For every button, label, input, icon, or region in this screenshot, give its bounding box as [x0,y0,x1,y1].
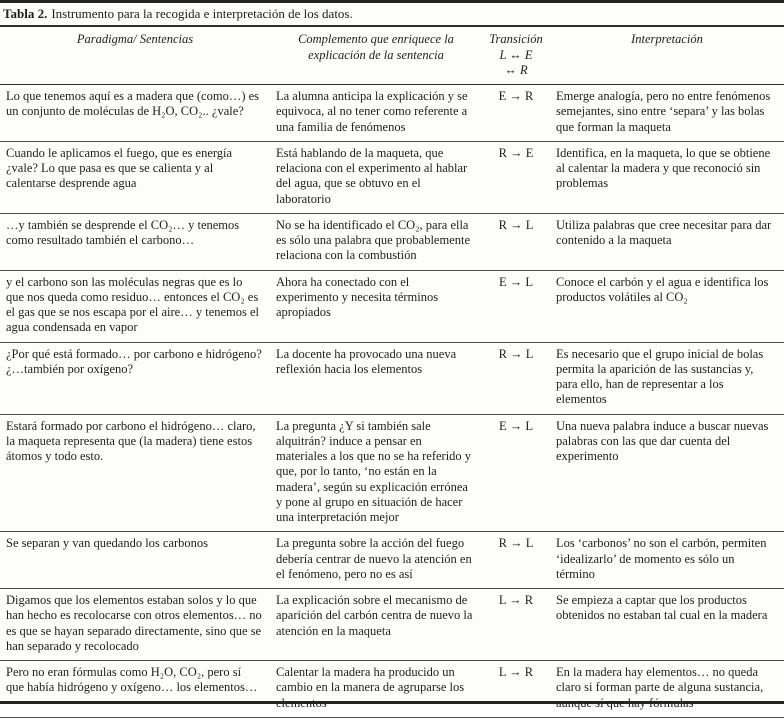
table-row [0,414,784,532]
table-caption [0,3,784,27]
cell-transicion: R → L [482,342,550,414]
cell-paradigma: Estará formado por carbono el hidrógeno… claro, la maqueta representa que (la madera) tiene estos átomos y todo esto. [0,414,270,532]
header-row [0,27,784,84]
cell-interpretacion: Emerge analogía, pero no entre fenómenos semejantes, sino entre ‘separa’ y las bolas que forman la maqueta [550,85,784,142]
cell-transicion: L → R [482,661,550,718]
cell-transicion: E → R [482,85,550,142]
transicion-header-line3: ↔ R [504,62,528,77]
cell-interpretacion: Identifica, en la maqueta, lo que se obtiene al calentar la madera y que reconoció sin problemas [550,141,784,213]
cell-complemento: La pregunta ¿Y si también sale alquitrán? induce a pensar en materiales a los que no se ha referido y que, por lo tanto, ‘no están en la madera’, según su explicación errónea y pone al grupo en situación de hacer una interpretación mejor [270,414,482,532]
transicion-header-line2: L ↔ E [499,47,533,62]
table-row [0,141,784,213]
cell-paradigma: y el carbono son las moléculas negras que es lo que nos queda como residuo… entonces el CO₂ es el gas que se nos escapa por el aire… y tenemos el agua condensada en vapor [0,270,270,342]
cell-transicion: E → L [482,414,550,532]
table-caption-label: Tabla 2. [3,6,48,21]
cell-paradigma: Pero no eran fórmulas como H₂O, CO₂, pero sí que había hidrógeno y oxígeno… los elementos… [0,661,270,718]
table-row [0,342,784,414]
cell-complemento: Está hablando de la maqueta, que relaciona con el experimento al hablar del agua, que se obtuvo en el laboratorio [270,141,482,213]
cell-complemento: No se ha identificado el CO₂, para ella es sólo una palabra que probablemente relaciona con la combustión [270,213,482,270]
cell-interpretacion: Una nueva palabra induce a buscar nuevas palabras con las que dar cuenta del experimento [550,414,784,532]
column-header-paradigma: Paradigma/ Sentencias [0,27,270,84]
transicion-header-line1: Transición [489,32,543,47]
table-row [0,85,784,142]
column-header-interpretacion: Interpretación [550,27,784,84]
cell-paradigma: Se separan y van quedando los carbonos [0,532,270,589]
cell-complemento: Calentar la madera ha producido un cambio en la manera de agruparse los elementos [270,661,482,718]
cell-complemento: La explicación sobre el mecanismo de aparición del carbón centra de nuevo la atención en la maqueta [270,589,482,661]
cell-transicion: R → E [482,141,550,213]
column-header-transicion [482,27,550,84]
data-table [0,27,784,718]
cell-complemento: La alumna anticipa la explicación y se equivoca, al no tener como referente a una familia de fenómenos [270,85,482,142]
cell-complemento: La pregunta sobre la acción del fuego debería centrar de nuevo la atención en el fenómeno, pero no es así [270,532,482,589]
table-caption-text: Instrumento para la recogida e interpretación de los datos. [51,6,353,21]
column-header-complemento: Complemento que enriquece la explicación de la sentencia [270,27,482,84]
table-row [0,589,784,661]
table-row [0,661,784,718]
cell-transicion: L → R [482,589,550,661]
cell-interpretacion: Se empieza a captar que los productos obtenidos no estaban tal cual en la madera [550,589,784,661]
cell-paradigma: …y también se desprende el CO₂… y tenemos como resultado también el carbono… [0,213,270,270]
cell-interpretacion: Los ‘carbonos’ no son el carbón, permiten ‘idealizarlo’ de momento es sólo un término [550,532,784,589]
cell-paradigma: Cuando le aplicamos el fuego, que es energía ¿vale? Lo que pasa es que se calienta y al calentarse desprende agua [0,141,270,213]
cell-paradigma: ¿Por qué está formado… por carbono e hidrógeno? ¿…también por oxígeno? [0,342,270,414]
cell-interpretacion: Es necesario que el grupo inicial de bolas permita la aparición de las sustancias y, para ello, han de representar a los elementos [550,342,784,414]
cell-transicion: R → L [482,532,550,589]
cell-interpretacion: Utiliza palabras que cree necesitar para dar contenido a la maqueta [550,213,784,270]
table-row [0,532,784,589]
cell-complemento: Ahora ha conectado con el experimento y necesita términos apropiados [270,270,482,342]
cell-complemento: La docente ha provocado una nueva reflexión hacia los elementos [270,342,482,414]
table-row [0,213,784,270]
cell-interpretacion: En la madera hay elementos… no queda claro si forman parte de alguna sustancia, aunque sí que hay fórmulas [550,661,784,718]
cell-transicion: R → L [482,213,550,270]
cell-transicion: E → L [482,270,550,342]
bottom-rule-spacer [0,718,784,721]
cell-paradigma: Digamos que los elementos estaban solos y lo que han hecho es recolocarse con otros elementos… no es que se hayan separado directamente, sino que se han separado y recolocado [0,589,270,661]
table-row [0,270,784,342]
cell-interpretacion: Conoce el carbón y el agua e identifica los productos volátiles al CO₂ [550,270,784,342]
cell-paradigma: Lo que tenemos aquí es a madera que (como…) es un conjunto de moléculas de H₂O, CO₂.. ¿vale? [0,85,270,142]
